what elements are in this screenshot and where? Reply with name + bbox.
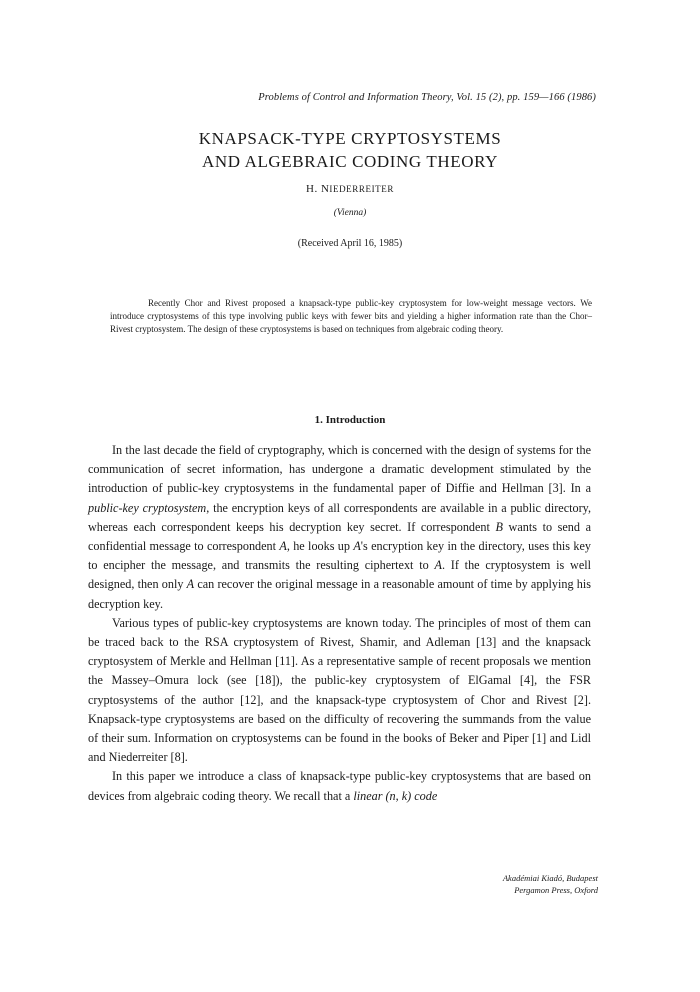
p3-text-a: In this paper we introduce a class of knapsack-type public-key cryptosystems that are based on devices from algebraic coding theory. We recall that a [88, 769, 591, 803]
p1-emphasis-2: B [495, 519, 503, 534]
publisher-info [503, 872, 598, 896]
paper-title [0, 127, 700, 173]
author-name [0, 183, 700, 195]
title-line-2: AND ALGEBRAIC CODING THEORY [202, 152, 498, 171]
paragraph-3 [88, 767, 591, 805]
body-text [88, 441, 591, 806]
received-date: (Received April 16, 1985) [297, 238, 403, 249]
p1-text-d: , he looks up [286, 539, 354, 554]
publisher-line-2: Pergamon Press, Oxford [514, 885, 598, 895]
journal-citation: Problems of Control and Information Theory, Vol. 15 (2), pp. 159—166 (1986) [258, 92, 596, 103]
paragraph-1 [88, 441, 591, 614]
author-surname-rest: IEDERREITER [329, 184, 394, 194]
p3-emphasis-1: linear (n, k) code [353, 788, 438, 803]
p1-emphasis-4: A [353, 539, 361, 554]
p1-emphasis-6: A [186, 577, 195, 592]
p1-text-e: 's encryption key in the directory, uses this key to encipher the message, and transmits the resulting ciphertext to [88, 539, 591, 573]
p1-text-c: wants to send a confidential message to correspondent [88, 519, 591, 554]
title-line-1: KNAPSACK-TYPE CRYPTOSYSTEMS [198, 129, 502, 148]
p1-text-a: In the last decade the field of cryptography, which is concerned with the design of systems for the communication of secret information, has undergone a dramatic development stimulated by the introduction of public-key cryptosystems in the fundamental paper of Diffie and Hellman [3]. In a [88, 443, 591, 496]
p1-text-f: . If the cryptosystem is well designed, then only [88, 558, 592, 592]
p1-emphasis-1: public-key cryptosystem [88, 500, 207, 515]
abstract: Recently Chor and Rivest proposed a knapsack-type public-key cryptosystem for low-weight message vectors. We introduce cryptosystems of this type involving public keys with fewer bits and yielding a higher information rate than the Chor–Rivest cryptosystem. The design of these cryptosystems is based on techniques from algebraic coding theory. [110, 298, 592, 335]
author-affiliation: (Vienna) [333, 208, 367, 218]
publisher-line-1: Akadémiai Kiadó, Budapest [502, 873, 598, 883]
p1-text-g: can recover the original message in a reasonable amount of time by applying his decryption key. [88, 577, 591, 611]
paragraph-2: Various types of public-key cryptosystems are known today. The principles of most of them can be traced back to the RSA cryptosystem of Rivest, Shamir, and Adleman [13] and the knapsack cryptosystem of Merkle and Hellman [11]. As a representative sample of recent proposals we mention the Massey–Omura lock (see [18]), the public-key cryptosystem of ElGamal [4], the FSR cryptosystems of the author [12], and the knapsack-type cryptosystem of Chor and Rivest [2]. Knapsack-type cryptosystems are based on the difficulty of recovering the summands from the value of their sum. Information on cryptosystems can be found in the books of Beker and Piper [1] and Lidl and Niederreiter [8]. [88, 615, 591, 765]
p1-emphasis-3: A [279, 539, 287, 554]
p1-text-b: , the encryption keys of all correspondents are available in a public directory, whereas each correspondent keeps his decryption key secret. If correspondent [88, 500, 591, 534]
p1-emphasis-5: A [434, 558, 442, 573]
section-heading: 1. Introduction [314, 414, 386, 426]
author-initial: H. N [306, 183, 330, 195]
